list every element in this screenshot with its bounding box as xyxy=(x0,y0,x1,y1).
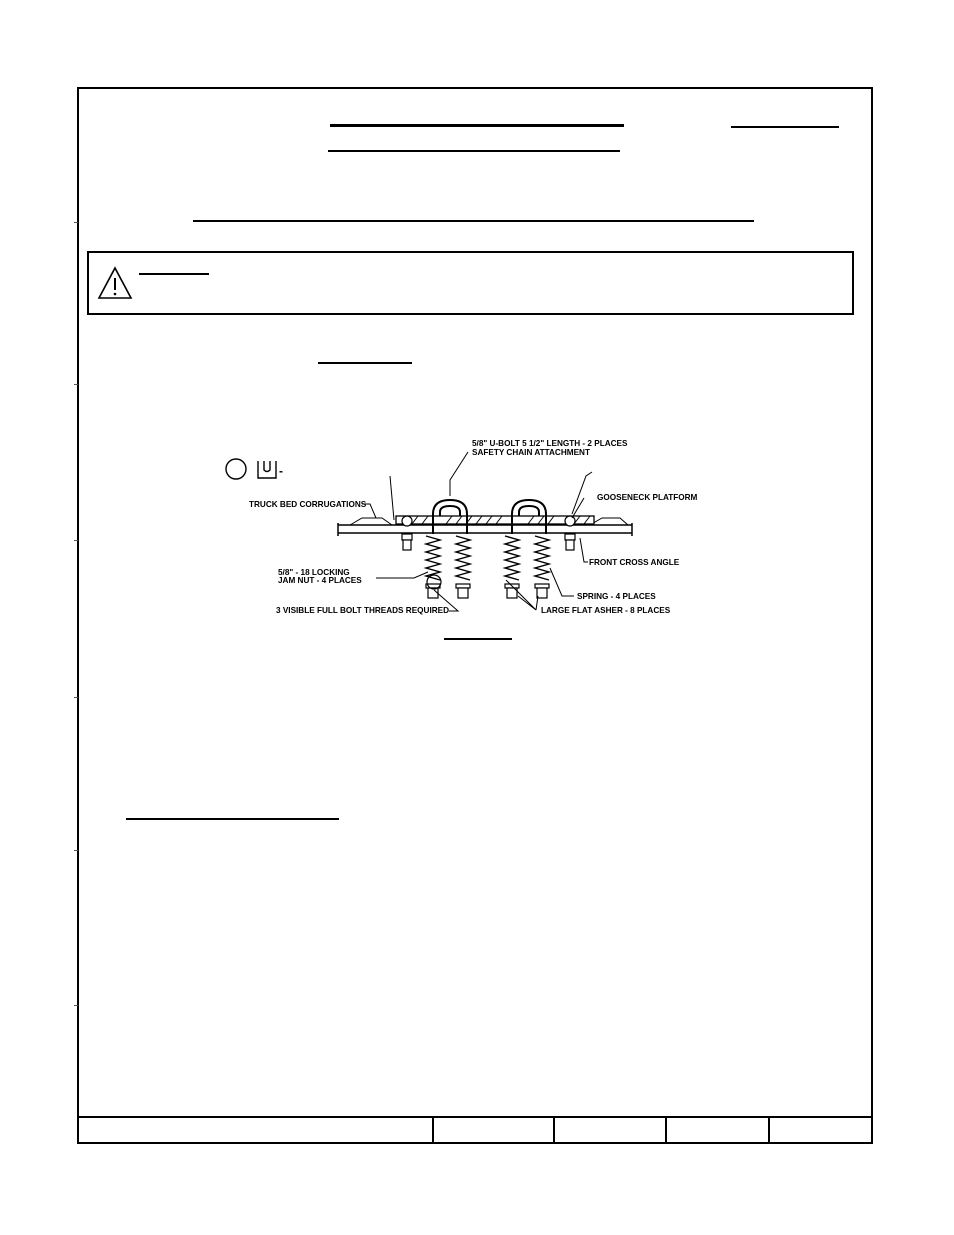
footer-cell xyxy=(768,1118,770,1144)
callout-threads: 3 VISIBLE FULL BOLT THREADS REQUIRED xyxy=(276,606,450,615)
body-underline xyxy=(318,362,412,364)
leader-lines xyxy=(362,452,592,611)
gooseneck-platform xyxy=(396,516,594,524)
footer-cell xyxy=(553,1118,555,1144)
section-heading-underline xyxy=(193,220,754,222)
margin-tick xyxy=(74,540,78,541)
margin-tick xyxy=(74,384,78,385)
view-marker-circle xyxy=(226,459,246,479)
margin-tick xyxy=(74,697,78,698)
callout-gooseneck-platform: GOOSENECK PLATFORM xyxy=(597,493,698,502)
subsection-underline xyxy=(126,818,339,820)
figure-caption-underline xyxy=(444,638,512,640)
view-marker-suffix: - xyxy=(279,464,283,478)
spring xyxy=(426,536,549,580)
jam-nut xyxy=(426,575,549,598)
footer-cell xyxy=(665,1118,667,1144)
u-bolt-installation-figure xyxy=(200,430,720,630)
callout-truck-bed: TRUCK BED CORRUGATIONS xyxy=(249,500,367,509)
callout-spring: SPRING - 4 PLACES xyxy=(577,592,656,601)
warning-box xyxy=(87,251,854,315)
footer-table xyxy=(79,1116,873,1144)
callout-jam-nut-line1: 5/8" - 18 LOCKING xyxy=(278,568,350,577)
subtitle-underline xyxy=(328,150,620,152)
callout-ubolt-line2: SAFETY CHAIN ATTACHMENT xyxy=(472,448,590,457)
title-underline xyxy=(330,124,624,127)
warning-triangle-icon xyxy=(97,265,133,301)
view-marker-ubolt-symbol xyxy=(258,461,276,478)
page-number-underline xyxy=(731,126,839,128)
footer-cell xyxy=(432,1118,434,1144)
callout-front-cross-angle: FRONT CROSS ANGLE xyxy=(589,558,680,567)
margin-tick xyxy=(74,222,78,223)
margin-tick xyxy=(74,850,78,851)
warning-heading-underline xyxy=(139,273,209,275)
margin-tick xyxy=(74,1005,78,1006)
callout-ubolt-line1: 5/8" U-BOLT 5 1/2" LENGTH - 2 PLACES xyxy=(472,439,628,448)
callout-washer: LARGE FLAT ASHER - 8 PLACES xyxy=(541,606,671,615)
callout-jam-nut-line2: JAM NUT - 4 PLACES xyxy=(278,576,362,585)
